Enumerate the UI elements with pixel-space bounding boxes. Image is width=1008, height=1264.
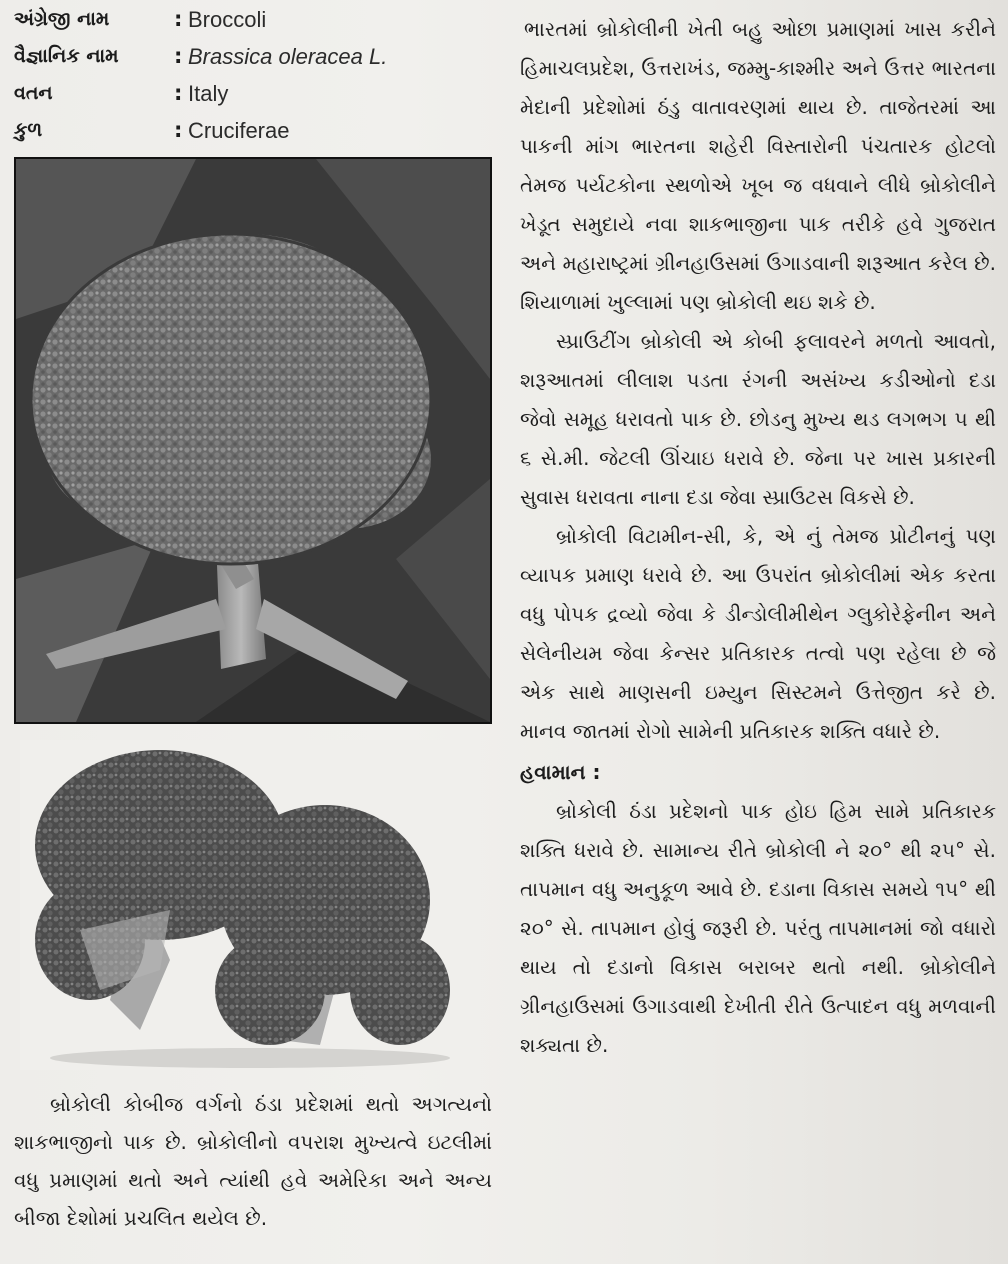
broccoli-heads-photo xyxy=(20,740,460,1070)
info-colon: : xyxy=(174,44,183,68)
info-value: Brassica oleracea L. xyxy=(188,44,388,69)
info-value: Italy xyxy=(188,81,229,106)
paragraph-cultivation-india: ભારતમાં બ્રોકોલીની ખેતી બહુ ઓછા પ્રમાણમાં ખાસ કરીને હિમાચલપ્રદેશ, ઉત્તરાખંડ, જમ્મુ-કાશ્મીર અને ઉત્તર ભારતના મેદાની પ્રદેશોમાં ઠંડુ વાતાવરણમાં થાય છે. તાજેતરમાં આ પાકની માંગ ભારતના શહેરી વિસ્તારોની પંચતારક હોટલો તેમજ પર્યટકોના સ્થળોએ ખૂબ જ વધવાને લીધે બ્રોકોલીને ખેડૂત સમુદાયે નવા શાકભાજીના પાક તરીકે હવે ગુજરાત અને મહારાષ્ટ્રમાં ગ્રીનહાઉસમાં ઉગાડવાની શરૂઆત કરેલ છે. શિયાળામાં ખુલ્લામાં પણ બ્રોકોલી થઇ શકે છે. xyxy=(520,17,996,314)
info-key: વૈજ્ઞાનિક નામ xyxy=(14,45,119,67)
paragraph-climate: બ્રોકોલી ઠંડા પ્રદેશનો પાક હોઇ હિમ સામે પ્રતિકારક શક્તિ ધરાવે છે. સામાન્ય રીતે બ્રોકોલી ને ૨૦° થી ૨૫° સે. તાપમાન વધુ અનુકૂળ આવે છે. દડાના વિકાસ સમયે ૧૫° થી ૨૦° સે. તાપમાન હોવું જરૂરી છે. પરંતુ તાપમાનમાં જો વધારો થાય તો દડાનો વિકાસ બરાબર થતો નથી. બ્રોકોલીને ગ્રીનહાઉસમાં ઉગાડવાથી દેખીતી રીતે ઉત્પાદન વધુ મળવાની શક્યતા છે. xyxy=(520,799,996,1057)
broccoli-heads-illustration xyxy=(20,740,460,1070)
info-key: અંગ્રેજી નામ xyxy=(14,8,110,30)
info-value: Broccoli xyxy=(188,7,267,32)
paragraph-nutrition: બ્રોકોલી વિટામીન-સી, કે, એ નું તેમજ પ્રોટીનનું પણ વ્યાપક પ્રમાણ ધરાવે છે. આ ઉપરાંત બ્રોકોલીમાં એક કરતા વધુ પોપક દ્રવ્યો જેવા કે ડીન્ડોલીમીથેન ગ્લુકોરેફેનીન અને સેલેનીયમ જેવા કેન્સર પ્રતિકારક તત્વો પણ રહેલા છે જે એક સાથે માણસની ઇમ્યુન સિસ્ટમને ઉત્તેજીત કરે છે. માનવ જાતમાં રોગો સામેની પ્રતિકારક શક્તિ વધારે છે. xyxy=(520,524,996,743)
info-colon: : xyxy=(174,81,183,105)
broccoli-plant-photo xyxy=(14,157,492,724)
section-heading-climate: હવામાન : xyxy=(520,760,601,784)
info-table xyxy=(14,4,494,152)
intro-paragraph xyxy=(14,1085,492,1237)
info-row-scientific-name xyxy=(14,41,494,78)
right-column xyxy=(520,10,996,1065)
info-key: કુળ xyxy=(14,119,43,141)
info-value: Cruciferae xyxy=(188,118,290,143)
info-key: વતન xyxy=(14,82,53,104)
info-colon: : xyxy=(174,118,183,142)
intro-paragraph-text: બ્રોકોલી કોબીજ વર્ગનો ઠંડા પ્રદેશમાં થતો અગત્યનો શાકભાજીનો પાક છે. બ્રોકોલીનો વપરાશ મુખ્યત્વે ઇટલીમાં વધુ પ્રમાણમાં થતો અને ત્યાંથી હવે અમેરિકા અને અન્ય બીજા દેશોમાં પ્રચલિત થયેલ છે. xyxy=(14,1092,492,1230)
info-row-english-name xyxy=(14,4,494,41)
info-row-origin xyxy=(14,78,494,115)
info-row-family xyxy=(14,115,494,152)
broccoli-plant-illustration xyxy=(16,159,490,722)
info-colon: : xyxy=(174,7,183,31)
paragraph-sprouting-broccoli: સ્પ્રાઉટીંગ બ્રોકોલી એ કોબી ફલાવરને મળતો આવતો, શરૂઆતમાં લીલાશ પડતા રંગની અસંખ્ય કડીઓનો દડા જેવો સમૂહ ધરાવતો પાક છે. છોડનુ મુખ્ય થડ લગભગ ૫ થી ૬ સે.મી. જેટલી ઊંચાઇ ધરાવે છે. જેના પર ખાસ પ્રકારની સુવાસ ધરાવતા નાના દડા જેવા સ્પ્રાઉટસ વિકસે છે. xyxy=(520,329,996,509)
